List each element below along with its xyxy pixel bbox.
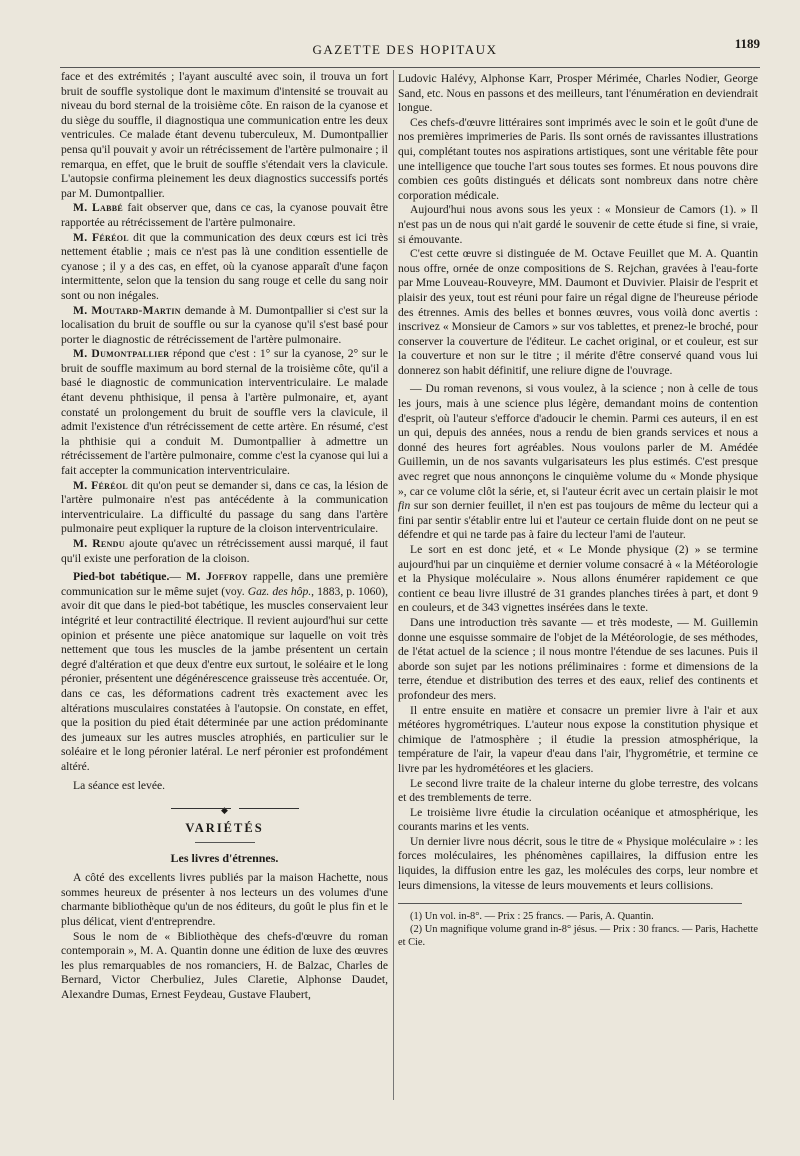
ornament-divider: ◆: [61, 803, 388, 813]
closing-line: La séance est levée.: [73, 778, 166, 792]
section-title: VARIÉTÉS: [185, 821, 264, 836]
paragraph: Ludovic Halévy, Alphonse Karr, Prosper Mérimée, Charles Nodier, George Sand, etc. Nous en passons et des meilleurs, tant l'énumération en deviendrait longue.: [398, 72, 758, 115]
paragraph: Aujourd'hui nous avons sous les yeux : « Monsieur de Camors (1). » Il n'est pas un de nous qui n'ait gardé le souvenir de cette étude si fine, si vraie, si émouvante.: [398, 203, 758, 246]
speaker-name: M. Féréol: [73, 478, 128, 492]
paragraph: face et des extrémités ; l'ayant ausculté avec soin, il trouva un fort bruit de souffle systolique dont le maximum d'intensité se trouvait au niveau du bord sternal de la troisième côte. En raison de la cyanose et du siège du souffle, il diagnostiqua une communication entre les deux ventricules. Ce malade étant devenu tuberculeux, M. Dumontpallier pensa qu'il pouvait y avoir un rétrécissement de l'artère pulmonaire ; il remarqua, en effet, que le bruit de souffle s'étendait vers la clavicule. L'autopsie confirma pleinement les deux diagnostics successifs portés par M. Dumontpallier.: [61, 70, 388, 200]
paragraph: Dans une introduction très savante — et très modeste, — M. Guillemin donne une esquisse sommaire de l'objet de la Météorologie, de ses méthodes, de l'état actuel de la science ; il nous montre l'étendue de ses lacunes. Puis il aborde son sujet par les notions préliminaires : forme et dimensions de la terre, étendue et distribution des terres et des eaux, relief des continents et profondeur des mers.: [398, 615, 758, 702]
paragraph: [61, 347, 388, 478]
paragraph-text: — Du roman revenons, si vous voulez, à la science ; non à celle de tous les jours, mais à une science plus légère, demandant moins de contention d'esprit, où l'auteur s'efforce d'adoucir le chemin. Parmi ces auteurs, il en est un qui, depuis des années, nous a rendu de bien grands services et nous a donné des heures fort agréables. Nous voulons parler de M. Amédée Guillemin, un de nos savants vulgarisateurs les plus estimés. C'est presque avec regret que nous annonçons le cinquième volume du « Monde physique », car ce volume clôt la série, et, si l'auteur écrit avec un certain plaisir le mot: [398, 382, 758, 498]
article-title: Les livres d'étrennes.: [170, 850, 279, 865]
paragraph-text: ajoute qu'avec un rétrécissement aussi marqué, il faut qu'il existe une perforation de la cloison.: [61, 537, 388, 565]
paragraph: C'est cette œuvre si distinguée de M. Octave Feuillet que M. A. Quantin nous offre, ornée de onze compositions de S. Rejchan, gravées à l'eau-forte par Mme Louveau-Rouveyre, MM. Daumont et Duvivier. Plaisir de l'esprit et plaisir des yeux, tout est réuni pour faire un régal digne de l'heureuse période des étrennes. Amis des belles et bonnes œuvres, vous voilà donc avertis : inscrivez « Monsieur de Camors » sur vos tablettes, et prenez-le broché, pour conserver la couverture de l'éditeur. Le cachet original, or et couleur, est sur la couverture et non sur le titre ; il mérite d'être conservé quand vous lui donnerez son habit définitif, une reliure digne de l'ouvrage.: [398, 247, 758, 377]
paragraph: Sous le nom de « Bibliothèque des chefs-d'œuvre du roman contemporain », M. A. Quantin donne une édition de luxe des œuvres les plus remarquables de nos romanciers, H. de Balzac, Charles de Bernard, Victor Cherbuliez, Jules Claretie, Alphonse Daudet, Alexandre Dumas, Ernest Feydeau, Gustave Flaubert,: [61, 929, 388, 1002]
journal-title: GAZETTE DES HOPITAUX: [312, 42, 498, 57]
speaker-name: M. Rendu: [73, 537, 125, 550]
speaker-name: M. Labbé: [73, 201, 124, 215]
paragraph: Il entre ensuite en matière et consacre un premier livre à l'air et aux météores hygrométriques. L'auteur nous expose la constitution physique et chimique de l'atmosphère ; il étudie la pression atmosphérique, la température de l'air, la vapeur d'eau dans l'air, l'hygrométrie, et termine ce livre par les hydrométéores et les glaciers.: [398, 703, 758, 775]
header-rule: [60, 67, 760, 68]
paragraph: [61, 570, 388, 774]
paragraph: Le sort en est donc jeté, et « Le Monde physique (2) » se termine aujourd'hui par un cinquième et dernier volume consacré à « la Météorologie et la Physique moléculaire ». Nous allons énumérer rapidement ce que contient ce beau livre illustré de 31 grandes planches tirées à part, et dont 9 en couleurs, et de 343 vignettes insérées dans le texte.: [398, 543, 758, 615]
footnote: (1) Un vol. in-8°. — Prix : 25 francs. — Paris, A. Quantin.: [410, 911, 654, 923]
paragraph: Le troisième livre étudie la circulation océanique et atmosphérique, les courants marins et les vents.: [398, 805, 758, 834]
paragraph-text: répond que c'est : 1° sur la cyanose, 2° sur le bruit de souffle maximum au bord sternal de la troisième côte, qu'il a basé le diagnostic de communication interventriculaire. Le malade étant devenu phthisique, il pensa à l'artère pulmonaire, et, ayant constaté un prolongement du bruit de souffle vers la clavicule, il admit l'existence d'un rétrécissement de cette artère. En résumé, c'est la phthisie qui a conduit M. Dumontpallier à admettre un rétrécissement de l'artère pulmonaire, comme c'est la cyanose qui lui a fait accepter la communication interventriculaire.: [61, 347, 388, 478]
italic-word: fin: [398, 499, 411, 513]
page-number: 1189: [734, 36, 760, 51]
citation: Gaz. des hôp.: [247, 584, 312, 598]
paragraph: Un dernier livre nous décrit, sous le titre de « Physique moléculaire » : les forces moléculaires, les phénomènes capillaires, la diffusion entre les liquides, la diffusion entre les gaz, les molécules des corps, leur nombre et leurs dimensions, la vitesse de leurs mouvements et leurs collisions.: [398, 834, 758, 892]
paragraph-text: dit que la communication des deux cœurs est ici très nettement établie ; mais ce n'est pas là une condition essentielle de cyanose ; il y a des cas, en effet, où la cyanose apparaît d'une façon intermittente, selon que la tension du sang rouge et celle du sang noir sont ou non inégales.: [61, 230, 388, 302]
paragraph: Ces chefs-d'œuvre littéraires sont imprimés avec le soin et le goût d'une de nos premières imprimeries de Paris. Ils sont ornés de ravissantes illustrations qui, complétant toutes nos aspirations artistiques, sont une véritable fête pour une intelligence que touche l'art sous toutes ses formes. Et nous pouvons dire combien ces goûts distingués et délicats sont nombreux dans notre chère corporation médicale.: [398, 115, 758, 202]
right-column: [398, 72, 758, 949]
paragraph-text: sur son dernier feuillet, il n'en est pas toujours de même du lecteur qui a fini par sentir s'établir entre lui et l'auteur ce certain fluide dont on ne peut se défendre et qui ne tarde pas à faire du lecteur l'ami de l'auteur.: [398, 499, 758, 542]
paragraph: [61, 479, 388, 537]
column-divider: [393, 70, 394, 1100]
paragraph-text: fait observer que, dans ce cas, la cyanose pouvait être rapportée au rétrécissement de l'artère pulmonaire.: [61, 201, 388, 229]
paragraph: [61, 201, 388, 230]
footnote: (2) Un magnifique volume grand in-8° jésus. — Prix : 30 francs. — Paris, Hachette et Cie.: [398, 924, 758, 949]
left-column: [61, 70, 388, 1003]
paragraph: [398, 382, 758, 543]
paragraph: Le second livre traite de la chaleur interne du globe terrestre, des volcans et des tremblements de terre.: [398, 776, 758, 805]
dash: —: [169, 570, 187, 584]
footnote-rule: [398, 903, 742, 904]
page-header: [50, 36, 760, 64]
subsection-heading: Pied-bot tabétique.: [73, 570, 170, 584]
paragraph-text: , 1883, p. 1060), avoir dit que dans le pied-bot tabétique, les muscles conservaient leur intégrité et leur contractilité électrique. Il revient aujourd'hui sur cette opinion et présente une pièce anatomique sur laquelle on voit très nettement que tous les muscles de la jambe présentent un certain degré d'altération et que deux d'entre eux surtout, le soléaire et le long péronier, présentent une dégénérescence graisseuse très accentuée. Or, dans ce cas, les déformations cadrent très exactement avec les altérations musculaires constatées à l'autopsie. On constate, en effet, que la position du pied était déterminée par une action prédominante des jumeaux sur les autres muscles atrophiés, en particulier sur le soléaire et le long péronier latéral. Le nerf péronier est profondément altéré.: [61, 584, 389, 773]
speaker-name: M. Moutard-Martin: [73, 303, 181, 317]
paragraph: A côté des excellents livres publiés par la maison Hachette, nous sommes heureux de présenter à nos lecteurs un des volumes d'une charmante bibliothèque qu'un de nos éditeurs, du goût le plus fin et le plus délicat, vient d'entreprendre.: [61, 871, 388, 929]
paragraph: [61, 231, 388, 304]
speaker-name: M. Dumontpallier: [73, 347, 170, 361]
speaker-name: M. Féréol: [73, 230, 129, 244]
section-rule: [195, 842, 255, 843]
paragraph-text: demande à M. Dumontpallier si c'est sur la localisation du bruit de souffle ou sur la cyanose qu'il s'est basé pour porter le diagnostic de rétrécissement de l'artère pulmonaire.: [61, 303, 388, 346]
speaker-name: M. Joffroy: [186, 570, 248, 584]
paragraph: [61, 537, 388, 566]
paragraph-text: rappelle, dans une première communication sur le même sujet (voy.: [61, 570, 388, 598]
paragraph: [61, 304, 388, 348]
paragraph-text: dit qu'on peut se demander si, dans ce cas, la lésion de l'artère pulmonaire n'est pas antécédente à la communication interventriculaire. La difficulté du passage du sang dans l'artère pulmonaire peut expliquer la rupture de la cloison interventriculaire.: [61, 478, 388, 536]
